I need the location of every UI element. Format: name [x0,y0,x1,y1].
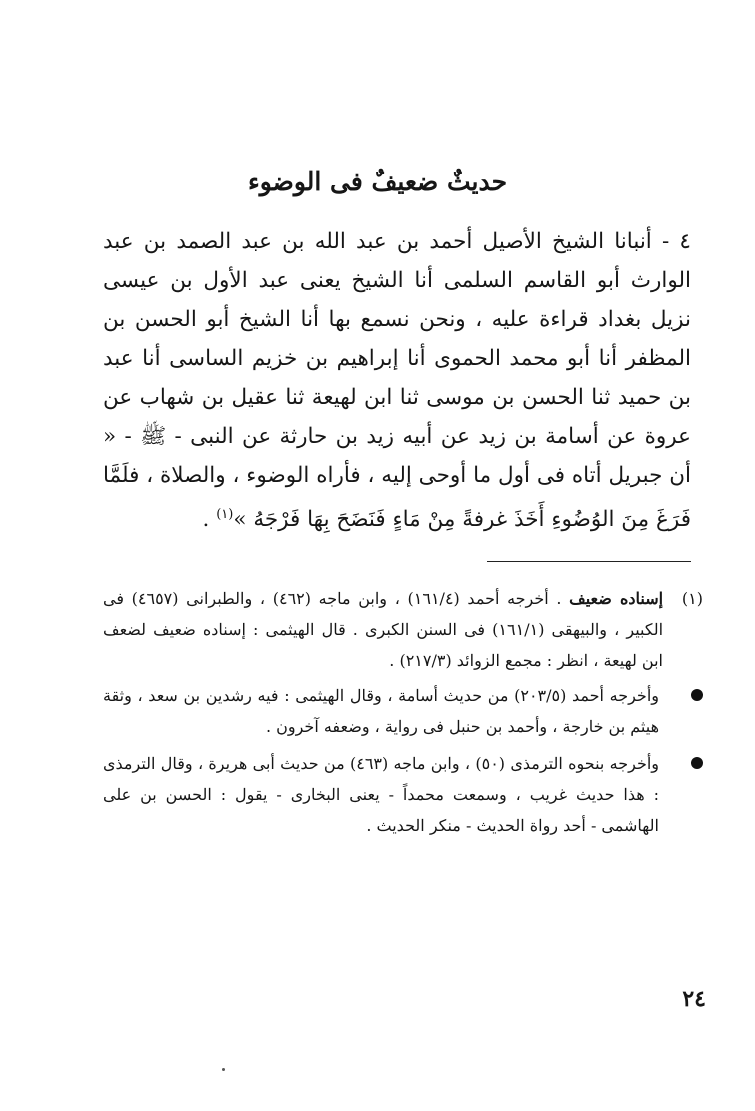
footnote-divider [487,561,691,562]
section-heading: حديثٌ ضعيفٌ فى الوضوء [247,167,508,196]
hadith-chain: أنبانا الشيخ الأصيل أحمد بن عبد الله بن عبد الصمد بن عبد الوارث أبو القاسم السلمى أنا الشيخ يعنى عبد الأول بن عيسى نزيل بغداد قراءة عليه ، ونحن نسمع بها أنا الشيخ أبو الحسن بن المظفر أنا أبو محمد الحموى أنا إبراهيم بن خزيم الساسى أنا عبد بن حميد ثنا الحسن بن موسى ثنا ابن لهيعة ثنا عقيل بن شهاب عن عروة عن أسامة بن زيد عن أبيه زيد بن حارثة عن النبى - ﷺ - [103,229,691,449]
footnote-keyword: إسناده ضعيف [569,589,664,608]
footnote-text: وأخرجه أحمد (٢٠٣/٥) من حديث أسامة ، وقال الهيثمى : فيه رشدين بن سعد ، وثقة هيثم بن خارجة ، وأحمد بن حنبل فى رواية ، وضعفه آخرون . [103,686,659,736]
bullet-icon [691,689,703,701]
footnote-bullet-item [103,680,703,742]
footnote-text: وأخرجه بنحوه الترمذى (٥٠) ، وابن ماجه (٤٦٣) من حديث أبى هريرة ، وقال الترمذى : هذا حديث غريب ، وسمعت محمداً - يعنى البخارى - يقول : الحسن بن على الهاشمى - أحد رواة الحديث - منكر الحديث . [103,754,660,835]
hadith-paragraph [103,222,691,539]
footnote-text: . أخرجه أحمد (١٦١/٤) ، وابن ماجه (٤٦٢) ، والطبرانى (٤٦٥٧) فى الكبير ، والبيهقى (١٦١/١) فى السنن الكبرى . قال الهيثمى : إسناده ضعيف لضعف ابن لهيعة ، انظر : مجمع الزوائد (٢١٧/٣) . [103,589,664,670]
page-number: ٢٤ [682,986,706,1012]
hadith-quote: « أن جبريل أتاه فى أول ما أوحى إليه ، فأراه الوضوء ، والصلاة ، فلَمَّا فَرَغَ مِنَ الوُضُوءِ أَخَذَ غرفةً مِنْ مَاءٍ فَنَضَحَ بِهَا فَرْجَهُ » [103,424,691,533]
footnotes-section [103,583,703,847]
hadith-end: . [202,507,217,533]
footnote-bullet-item [103,748,703,841]
hadith-number: ٤ - [661,229,691,254]
footnote-reference: (١) [216,507,234,522]
footnote-marker: (١) [681,589,703,608]
scan-speck [222,1068,225,1071]
footnote-1 [103,583,703,676]
hadith-text-block [103,222,691,539]
bullet-icon [691,757,703,769]
